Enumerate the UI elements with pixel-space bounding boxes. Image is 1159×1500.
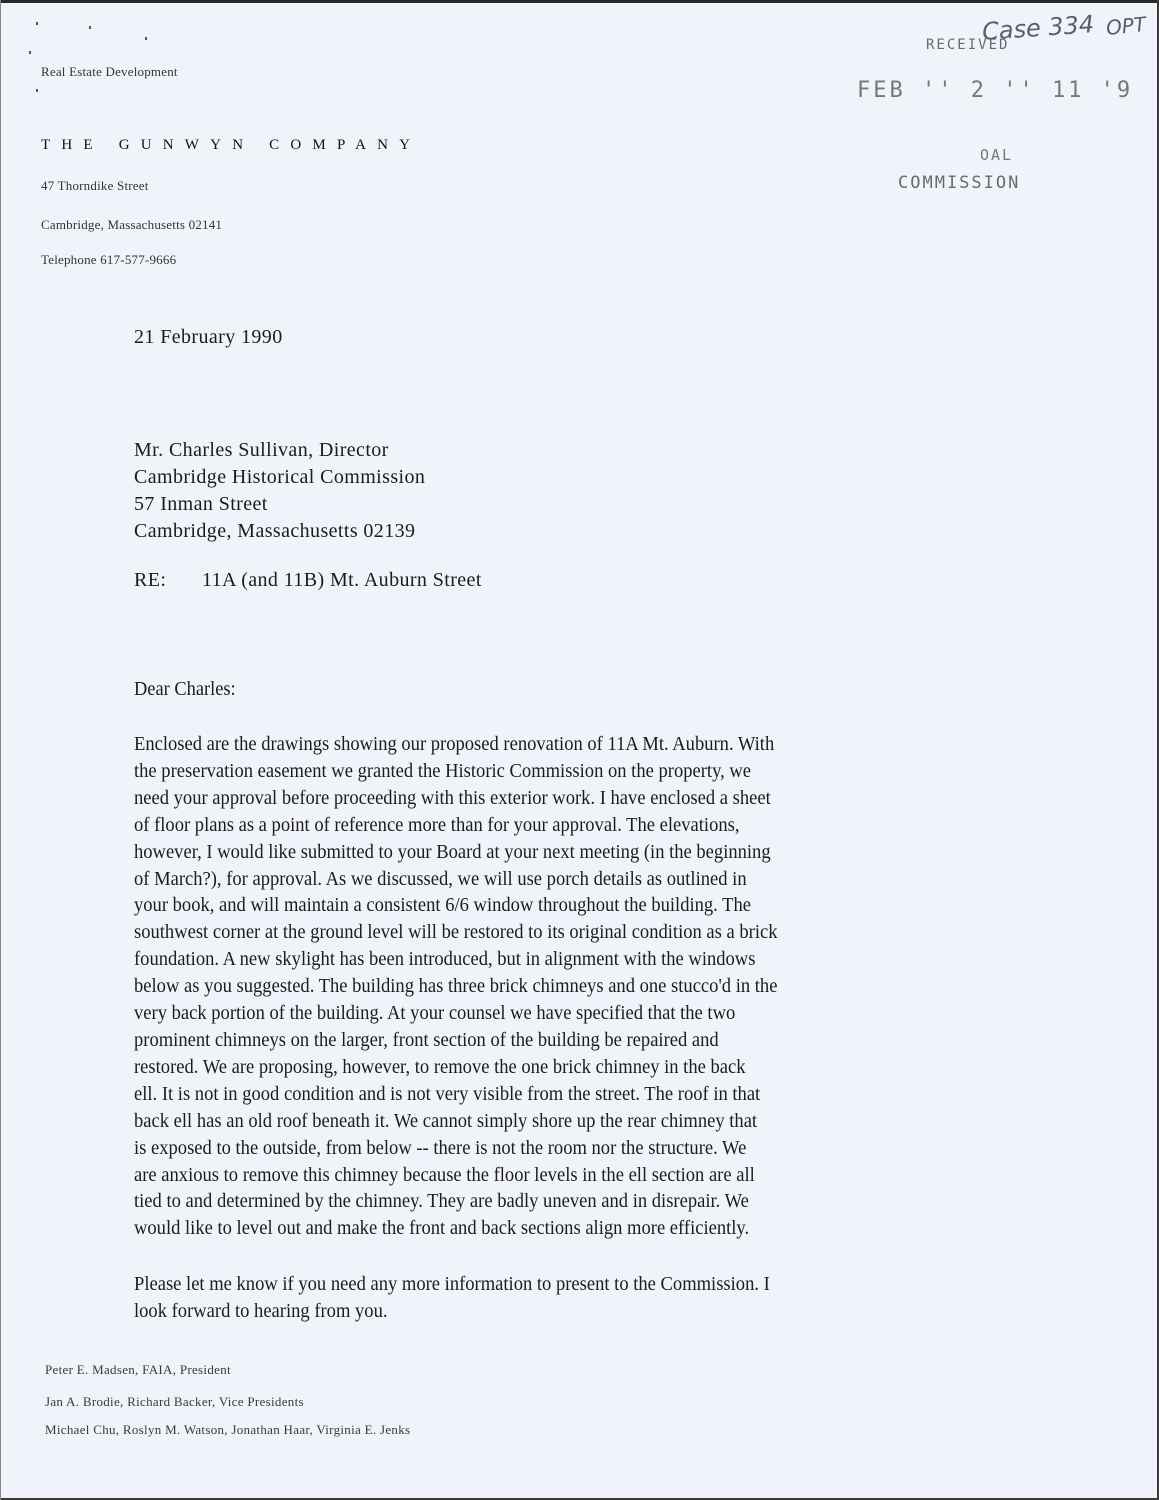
body-line: are anxious to remove this chimney because the floor levels in the ell section are all — [134, 1163, 755, 1186]
body-line: would like to level out and make the front and back sections align more efficiently. — [134, 1217, 750, 1240]
body-line: below as you suggested. The building has three brick chimneys and one stucco'd in the — [134, 975, 778, 998]
body-line: Enclosed are the drawings showing our proposed renovation of 11A Mt. Auburn. With — [134, 733, 775, 755]
body-line: southwest corner at the ground level will be restored to its original condition as a brick — [134, 921, 778, 944]
footer-vice-presidents: Jan A. Brodie, Richard Backer, Vice Presidents — [45, 1394, 304, 1409]
recipient-name: Mr. Charles Sullivan, Director — [134, 439, 389, 461]
body-line: restored. We are proposing, however, to remove the one brick chimney in the back — [134, 1055, 746, 1078]
body-line: of March?), for approval. As we discussed, we will use porch details as outlined in — [134, 867, 747, 890]
body-paragraph-1 — [134, 731, 778, 1242]
company-name: THE GUNWYN COMPANY — [41, 137, 422, 153]
body-line: however, I would like submitted to your Board at your next meeting (in the beginning — [134, 840, 771, 863]
body-line: prominent chimneys on the larger, front section of the building be repaired and — [134, 1028, 719, 1051]
recipient-organization: Cambridge Historical Commission — [134, 466, 426, 488]
stamp-received-text: RECEIVED — [926, 37, 1010, 53]
letter-date: 21 February 1990 — [134, 326, 283, 348]
footer-president: Peter E. Madsen, FAIA, President — [45, 1362, 231, 1377]
recipient-street: 57 Inman Street — [134, 493, 268, 515]
salutation: Dear Charles: — [134, 678, 236, 700]
body-line: is exposed to the outside, from below -- there is not the room nor the structure. We — [134, 1136, 747, 1159]
subject-text: 11A (and 11B) Mt. Auburn Street — [202, 569, 482, 591]
subject-line — [134, 569, 482, 592]
body-line: look forward to hearing from you. — [134, 1299, 388, 1322]
body-paragraph-2 — [134, 1271, 770, 1325]
body-line: of floor plans as a point of reference more than for your approval. The elevations, — [134, 813, 740, 836]
body-line: need your approval before proceeding with this exterior work. I have enclosed a sheet — [134, 786, 771, 809]
body-line: back ell has an old roof beneath it. We cannot simply shore up the rear chimney that — [134, 1109, 758, 1132]
handwritten-initials: OPT — [1104, 11, 1148, 41]
handwritten-case-number: Case 334 — [981, 10, 1096, 46]
company-street: 47 Thorndike Street — [41, 178, 149, 193]
body-line: ell. It is not in good condition and is not very visible from the street. The roof in that — [134, 1082, 761, 1105]
company-phone: Telephone 617-577-9666 — [41, 252, 177, 267]
company-city: Cambridge, Massachusetts 02141 — [41, 217, 223, 232]
page-edge-top — [0, 0, 1159, 3]
subject-label: RE: — [134, 569, 167, 591]
footer-associates: Michael Chu, Roslyn M. Watson, Jonathan Haar, Virginia E. Jenks — [45, 1422, 411, 1437]
recipient-address — [134, 437, 425, 545]
stamp-historical-text: OAL — [980, 146, 1014, 164]
stamp-date-text: FEB '' 2 '' 11 '9 — [857, 78, 1134, 103]
stamp-commission-text: COMMISSION — [898, 173, 1021, 193]
recipient-city: Cambridge, Massachusetts 02139 — [134, 520, 416, 542]
body-line: your book, and will maintain a consistent 6/6 window throughout the building. The — [134, 894, 751, 917]
body-line: Please let me know if you need any more information to present to the Commission. I — [134, 1273, 770, 1295]
letterhead-tagline: Real Estate Development — [41, 64, 178, 79]
body-line: tied to and determined by the chimney. They are badly uneven and in disrepair. We — [134, 1190, 749, 1213]
body-line: the preservation easement we granted the Historic Commission on the property, we — [134, 759, 752, 782]
page-edge-left — [0, 0, 1, 1500]
body-line: foundation. A new skylight has been introduced, but in alignment with the windows — [134, 948, 756, 971]
body-line: very back portion of the building. At your counsel we have specified that the two — [134, 1002, 736, 1025]
